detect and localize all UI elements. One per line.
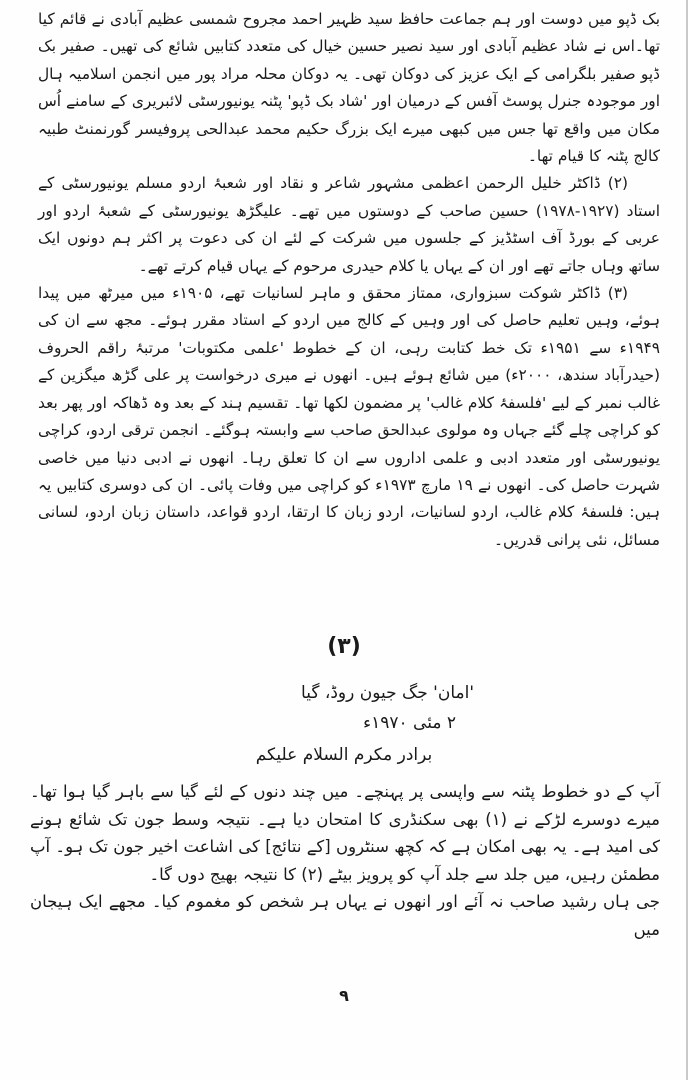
letter-address-block: [301, 678, 474, 738]
footnote-3: (۳) ڈاکٹر شوکت سبزواری، ممتاز محقق و ماہر لسانیات تھے، ۱۹۰۵ء میں میرٹھ میں پیدا ہوئے، وہیں تعلیم حاصل کی اور وہیں کے کالج میں اردو کے استاد مقرر ہوئے۔ مجھ سے ان کی ۱۹۴۹ء سے ۱۹۵۱ء تک خط کتابت رہی، ان کے خطوط 'علمی مکتوبات' مرتبۂ راقم الحروف (حیدرآباد سندھ، ۲۰۰۰ء) میں شائع ہوئے ہیں۔ انھوں نے میری درخواست پر علی گڑھ میگزین کے غالب نمبر کے لیے 'فلسفۂ کلام غالب' پر مضمون لکھا تھا۔ تقسیم ہند کے بعد وہ ڈھاکہ اور پھر بعد کو کراچی چلے گئے جہاں وہ مولوی عبدالحق صاحب سے وابستہ ہوگئے۔ انجمن ترقی اردو، کراچی یونیورسٹی اور متعدد ادبی و علمی اداروں سے ان کا تعلق رہا۔ انھوں نے ادبی دنیا میں خاصی شہرت حاصل کی۔ انھوں نے ۱۹ مارچ ۱۹۷۳ء کو کراچی میں وفات پائی۔ ان کی دوسری کتابیں یہ ہیں: فلسفۂ کلام غالب، اردو لسانیات، اردو زبان کا ارتقا، اردو قواعد، داستان زبان اردو، لسانی مسائل، نئی پرانی قدریں۔: [38, 284, 661, 549]
footnote-2: (۲) ڈاکٹر خلیل الرحمن اعظمی مشہور شاعر و نقاد اور شعبۂ اردو مسلم یونیورسٹی کے استاد (۱۹۲۷-۱۹۷۸) حسین صاحب کے دوستوں میں تھے۔ علیگڑھ یونیورسٹی کے شعبۂ اردو اور عربی کے بورڈ آف اسٹڈیز کے جلسوں میں شرکت کے لئے ان کی دعوت پر اکثر ہم دونوں ایک ساتھ وہاں جاتے تھے اور ان کے یہاں یا کلام حیدری مرحوم کے یہاں قیام کرتے تھے۔: [38, 174, 660, 275]
letter-date: ۲ مئی ۱۹۷۰ء: [363, 713, 456, 733]
letter-paragraph-2: جی ہاں رشید صاحب نہ آئے اور انھوں نے یہاں ہر شخص کو مغموم کیا۔ مجھے ایک ہیجان میں: [30, 892, 660, 939]
letter-body: [30, 778, 660, 944]
footnote-continuation: بک ڈپو میں دوست اور ہم جماعت حافظ سید ظہیر احمد مجروح شمسی عظیم آبادی نے قائم کیا تھا۔اس نے شاد عظیم آبادی اور سید نصیر حسین خیال کی متعدد کتابیں شائع کی تھیں۔ صفیر بک ڈپو صفیر بلگرامی کے ایک عزیز کی دوکان تھی۔ یہ دوکان محلہ مراد پور میں انجمن اسلامیہ ہال اور موجودہ جنرل پوسٹ آفس کے درمیان اور 'شاد بک ڈپو' پٹنہ یونیورسٹی لائبریری کے سامنے اُس مکان میں واقع تھا جس میں کبھی میرے ایک بزرگ حکیم محمد عبدالحی پروفیسر گورنمنٹ طبیہ کالج پٹنہ کا قیام تھا۔: [38, 10, 660, 166]
footnotes-section: [38, 6, 660, 554]
sender-address: 'امان' جگ جیون روڈ، گیا: [301, 683, 474, 703]
page-number: ۹: [339, 986, 349, 1005]
letter-paragraph-1: آپ کے دو خطوط پٹنہ سے واپسی پر پہنچے۔ میں چند دنوں کے لئے گیا سے باہر گیا ہوا تھا۔ میرے دوسرے لڑکے نے (۱) بھی سکنڈری کا امتحان دیا ہے۔ نتیجہ وسط جون تک شائع ہونے کی امید ہے۔ یہ بھی امکان ہے کہ کچھ سنٹروں [کے نتائج] کی اشاعت اخیر جون تک ہو۔ آپ مطمئن رہیں، میں جلد سے جلد آپ کو پرویز بیٹے (۲) کا نتیجہ بھیج دوں گا۔: [30, 782, 660, 884]
letter-number-heading: (۳): [327, 634, 361, 659]
letter-greeting: برادر مکرم السلام علیکم: [255, 745, 433, 765]
